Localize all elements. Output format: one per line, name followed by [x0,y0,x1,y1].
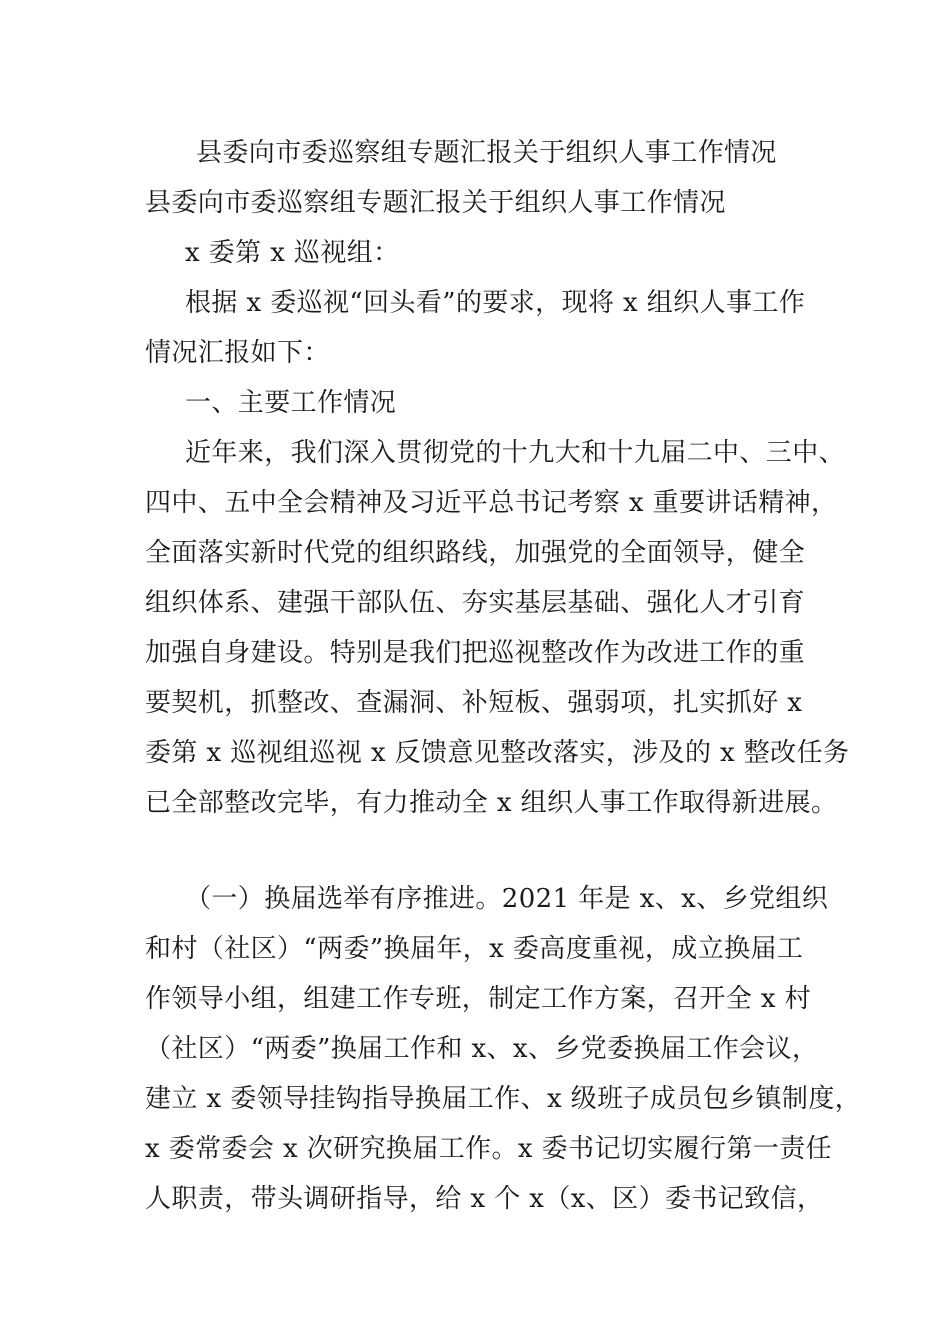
paragraph-2-line: （社区）“两委”换届工作和 x、x、乡党委换届工作会议， [145,1034,819,1064]
paragraph-2-line: x 委常委会 x 次研究换届工作。x 委书记切实履行第一责任 [145,1134,833,1164]
paragraph-2-line: （一）换届选举有序推进。2021 年是 x、x、乡党组织 [185,884,829,914]
paragraph-1-line: 加强自身建设。特别是我们把巡视整改作为改进工作的重 [145,638,806,668]
document-title-line-1: 县委向市委巡察组专题汇报关于组织人事工作情况 [196,138,777,168]
paragraph-1-line: 近年来，我们深入贯彻党的十九大和十九届二中、三中、 [185,438,846,468]
paragraph-2-line: 作领导小组，组建工作专班，制定工作方案，召开全 x 村 [145,984,811,1014]
document-title-line-2: 县委向市委巡察组专题汇报关于组织人事工作情况 [145,188,726,218]
paragraph-1-line: 已全部整改完毕，有力推动全 x 组织人事工作取得新进展。 [145,788,838,818]
intro-line: 根据 x 委巡视“回头看”的要求，现将 x 组织人事工作 [185,288,806,318]
paragraph-2-line: 和村（社区）“两委”换届年，x 委高度重视，成立换届工 [145,934,804,964]
paragraph-2-line: 人职责，带头调研指导，给 x 个 x（x、区）委书记致信， [145,1184,824,1214]
section-1-heading: 一、主要工作情况 [185,388,397,418]
salutation: x 委第 x 巡视组： [185,238,400,268]
intro-line: 情况汇报如下： [145,338,330,368]
paragraph-1-line: 组织体系、建强干部队伍、夯实基层基础、强化人才引育 [145,588,806,618]
paragraph-1-line: 要契机，抓整改、查漏洞、补短板、强弱项，扎实抓好 x [145,688,803,718]
paragraph-1-line: 全面落实新时代党的组织路线，加强党的全面领导，健全 [145,538,806,568]
paragraph-2-line: 建立 x 委领导挂钩指导换届工作、x 级班子成员包乡镇制度， [145,1084,862,1114]
paragraph-1-line: 委第 x 巡视组巡视 x 反馈意见整改落实，涉及的 x 整改任务 [145,738,850,768]
paragraph-1-line: 四中、五中全会精神及习近平总书记考察 x 重要讲话精神， [145,488,838,518]
